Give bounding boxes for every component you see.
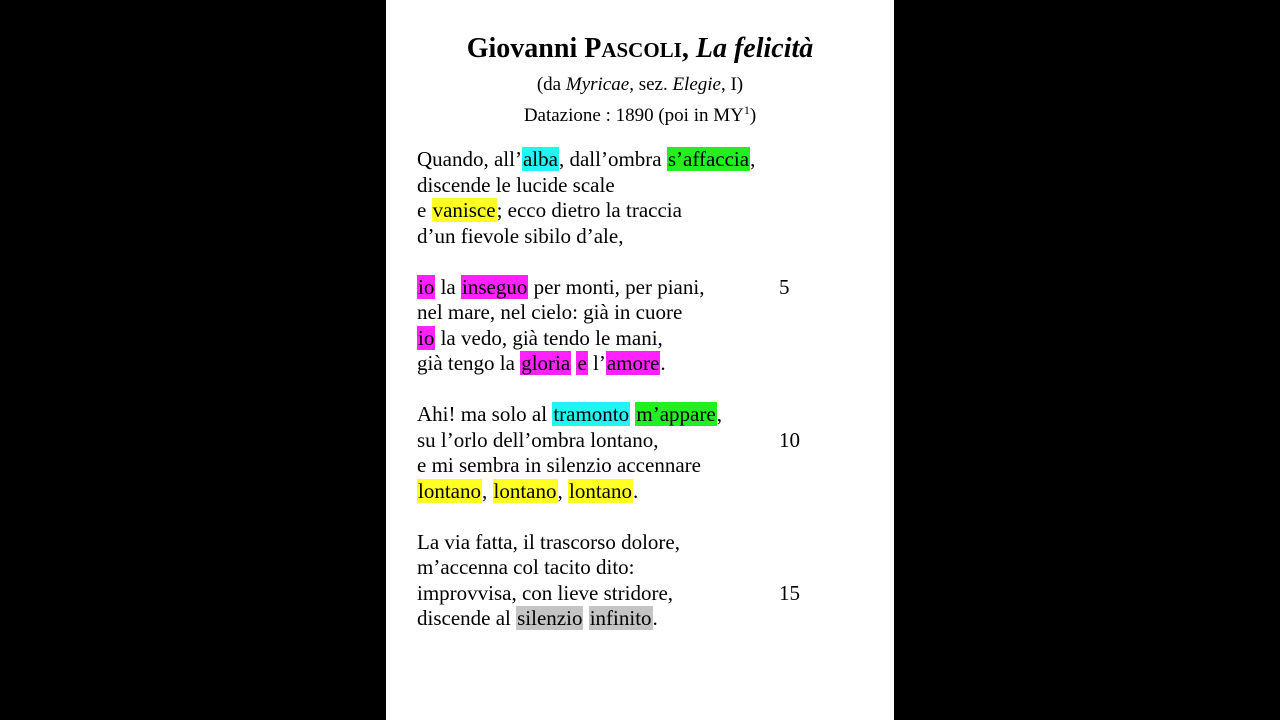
stanza-4 (417, 530, 857, 632)
line-text: ; ecco dietro la traccia (496, 198, 682, 222)
title-separator: , (681, 33, 696, 64)
source-close: , I) (720, 74, 744, 95)
line-text: , (557, 478, 568, 503)
highlight-word: gloria (521, 351, 571, 375)
poem-line-5 (417, 275, 857, 301)
highlight-word: alba (522, 147, 558, 171)
highlight-word: io (418, 325, 435, 350)
source-line (386, 72, 894, 98)
line-text: . (652, 606, 658, 630)
poem-line-15 (417, 581, 857, 607)
document-page (386, 0, 894, 720)
poem-line-12 (417, 479, 857, 505)
highlight-word: vanisce (432, 198, 496, 222)
line-text: già tengo la (417, 351, 521, 375)
line-text: e mi sembra in silenzio accennare (417, 453, 701, 477)
poem-line-1 (417, 147, 857, 173)
line-text: per monti, per piani, (528, 274, 705, 299)
line-number: 5 (779, 274, 790, 299)
page-title (386, 31, 894, 68)
poem-line-3 (417, 198, 857, 224)
highlight-word: lontano (569, 478, 632, 503)
line-text: d’un fievole sibilo d’ale, (417, 223, 624, 248)
poem-line-8 (417, 351, 857, 377)
highlight-word: lontano (418, 478, 481, 503)
source-section: Elegie (672, 74, 721, 95)
highlight-word: e (577, 351, 587, 375)
line-text: Ahi! ma solo al (417, 402, 553, 426)
source-collection: Myricae (565, 74, 630, 95)
line-text: m’accenna col tacito dito: (417, 555, 635, 579)
poem-line-13 (417, 530, 857, 556)
highlight-word: tramonto (553, 402, 630, 426)
author-first-name: Giovanni (466, 33, 585, 64)
highlight-word: silenzio (517, 606, 583, 630)
line-text: nel mare, nel cielo: già in cuore (417, 300, 683, 324)
line-text: , (716, 402, 722, 426)
author-surname-initial: P (584, 33, 602, 64)
line-text: l’ (587, 351, 606, 375)
highlight-word: amore (606, 351, 660, 375)
stanza-2 (417, 275, 857, 377)
highlight-word: io (418, 274, 435, 299)
line-text: , (750, 147, 756, 171)
line-number: 15 (779, 580, 800, 605)
line-text: , (482, 478, 493, 503)
line-text: La via fatta, il trascorso dolore, (417, 529, 680, 554)
dating-text: Datazione : 1890 (poi in MY (523, 105, 744, 126)
poem-text (417, 147, 857, 657)
source-open: (da (536, 74, 566, 95)
poem-line-2 (417, 173, 857, 199)
highlight-word: lontano (493, 478, 557, 503)
dating-line (386, 103, 894, 129)
line-text: , dall’ombra (558, 147, 667, 171)
source-mid: , sez. (629, 74, 673, 95)
poem-line-10 (417, 428, 857, 454)
line-text: su l’orlo dell’ombra lontano, (417, 427, 659, 452)
poem-line-16 (417, 606, 857, 632)
poem-line-11 (417, 453, 857, 479)
poem-line-6 (417, 300, 857, 326)
poem-line-14 (417, 555, 857, 581)
highlight-word: infinito (589, 606, 652, 630)
line-text: . (633, 478, 639, 503)
highlight-word: m’appare (636, 402, 716, 426)
highlight-word: inseguo (462, 274, 528, 299)
poem-line-4 (417, 224, 857, 250)
dating-close: ) (749, 105, 757, 126)
stanza-1 (417, 147, 857, 249)
line-text: improvvisa, con lieve stridore, (417, 580, 674, 605)
line-text: discende al (417, 606, 517, 630)
work-title: La felicità (695, 33, 814, 64)
line-text: e (417, 198, 432, 222)
poem-line-9 (417, 402, 857, 428)
highlight-word: s’affaccia (667, 147, 750, 171)
line-text: . (660, 351, 666, 375)
line-text: discende le lucide scale (417, 172, 615, 197)
line-text: la (435, 274, 461, 299)
stanza-3 (417, 402, 857, 504)
footnote-marker: 1 (743, 103, 750, 117)
line-text (583, 606, 588, 630)
line-text: la vedo, già tendo le mani, (435, 325, 663, 350)
author-surname-rest: ASCOLI (601, 38, 682, 62)
line-text: Quando, all’ (417, 147, 522, 171)
line-number: 10 (779, 427, 800, 452)
poem-line-7 (417, 326, 857, 352)
